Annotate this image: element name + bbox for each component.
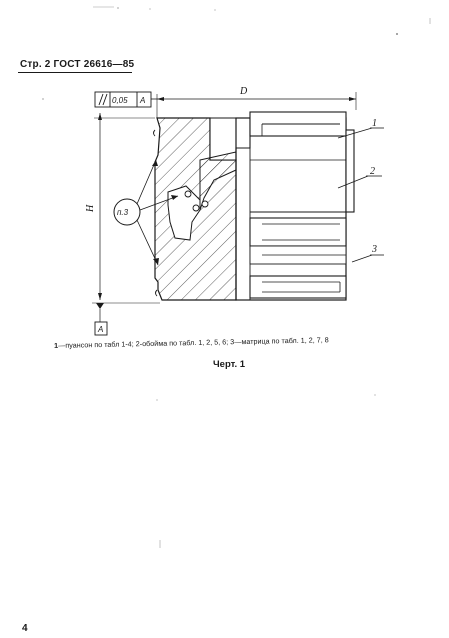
holder-body [236, 112, 354, 300]
dimension-h-label: H [85, 204, 96, 212]
figure-caption: Черт. 1 [213, 359, 246, 370]
part-label-3: 3 [372, 244, 377, 255]
page-header: Стр. 2 ГОСТ 26616—85 [20, 59, 135, 70]
callout-label: п.3 [117, 208, 129, 217]
datum-label: A [98, 325, 104, 334]
legend-item3: 3—матрица по табл. 1, 2, 7, 8 [230, 335, 329, 347]
part-label-1: 1 [372, 118, 377, 129]
legend-item1-number: 1 [54, 340, 59, 350]
page-number: 4 [22, 623, 28, 634]
tolerance-value: 0,05 [112, 96, 128, 105]
legend-item1: —пуансон по табл 1-4; [57, 339, 134, 350]
tolerance-frame [95, 92, 157, 107]
tolerance-datum: A [140, 96, 146, 105]
datum-a [95, 303, 107, 335]
part-label-2: 2 [370, 166, 375, 177]
legend-item2: 2-обойма по табл. 1, 2, 5, 6; [135, 337, 229, 349]
dimension-d-label: D [240, 86, 248, 97]
